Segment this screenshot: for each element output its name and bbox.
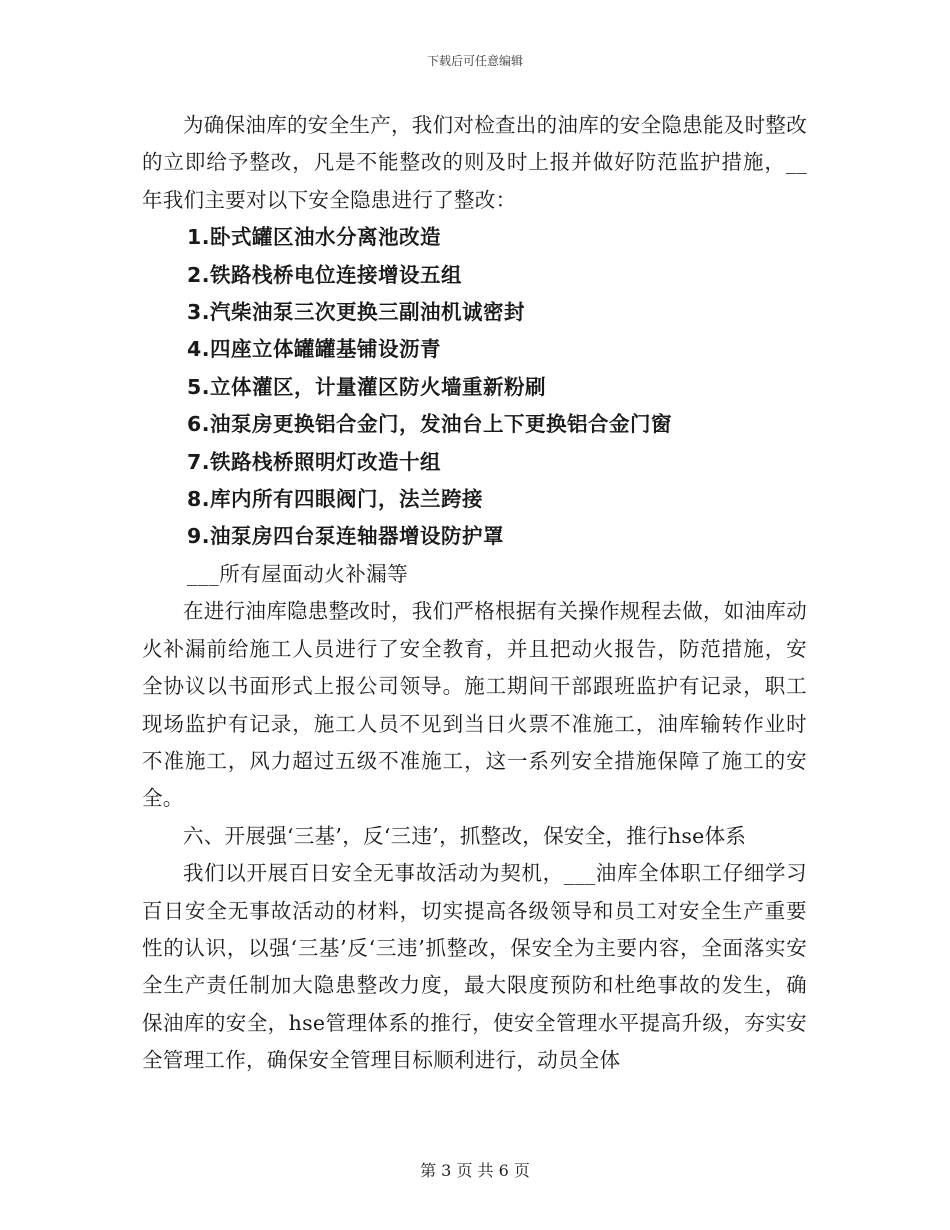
list-item: 6.油泵房更换铝合金门，发油台上下更换铝合金门窗: [187, 412, 673, 437]
list-item: 4.四座立体罐罐基铺设沥青: [187, 337, 442, 362]
list-item: 8.库内所有四眼阀门，法兰跨接: [187, 487, 484, 512]
page-header: 下载后可任意编辑: [426, 54, 523, 68]
list-item: 1.卧式罐区油水分离池改造: [187, 225, 442, 250]
rectification-process-paragraph: 在进行油库隐患整改时，我们严格根据有关操作规程去做，如油库动火补漏前给施工人员进行了安全教育，并且把动火报告，防范措施，安全协议以书面形式上报公司领导。施工期间干部跟班监护有记录，职工现场监护有记录，施工人员不见到当日火票不准施工，油库输转作业时不准施工，风力超过五级不准施工，这一系列安全措施保障了施工的安全。: [142, 599, 807, 811]
list-item: 2.铁路栈桥电位连接增设五组: [187, 262, 463, 287]
page-footer: 第 3 页 共 6 页: [420, 1161, 530, 1180]
list-item: 7.铁路栈桥照明灯改造十组: [187, 449, 442, 474]
list-item: 5.立体灌区，计量灌区防火墙重新粉刷: [187, 374, 547, 399]
list-item: 9.油泵房四台泵连轴器增设防护罩: [187, 524, 505, 549]
document-body: [142, 107, 807, 1080]
section-heading: 六、开展强‘三基’，反‘三违’，抓整改，保安全，推行hse体系: [183, 823, 747, 848]
list-item: 3.汽柴油泵三次更换三副油机诚密封: [187, 300, 526, 325]
rectification-list: [142, 219, 807, 593]
campaign-paragraph: 我们以开展百日安全无事故活动为契机，___油库全体职工仔细学习百日安全无事故活动的材料，切实提高各级领导和员工对安全生产重要性的认识，以强‘三基’反‘三违’抓整改，保安全为主要内容，全面落实安全生产责任制加大隐患整改力度，最大限度预防和杜绝事故的发生，确保油库的安全，hse管理体系的推行，使安全管理水平提高升级，夯实安全管理工作，确保安全管理目标顺利进行，动员全体: [142, 861, 807, 1073]
list-item: ___所有屋面动火补漏等: [187, 561, 409, 586]
intro-paragraph: 为确保油库的安全生产，我们对检查出的油库的安全隐患能及时整改的立即给予整改，凡是不能整改的则及时上报并做好防范监护措施，__年我们主要对以下安全隐患进行了整改：: [142, 113, 807, 212]
